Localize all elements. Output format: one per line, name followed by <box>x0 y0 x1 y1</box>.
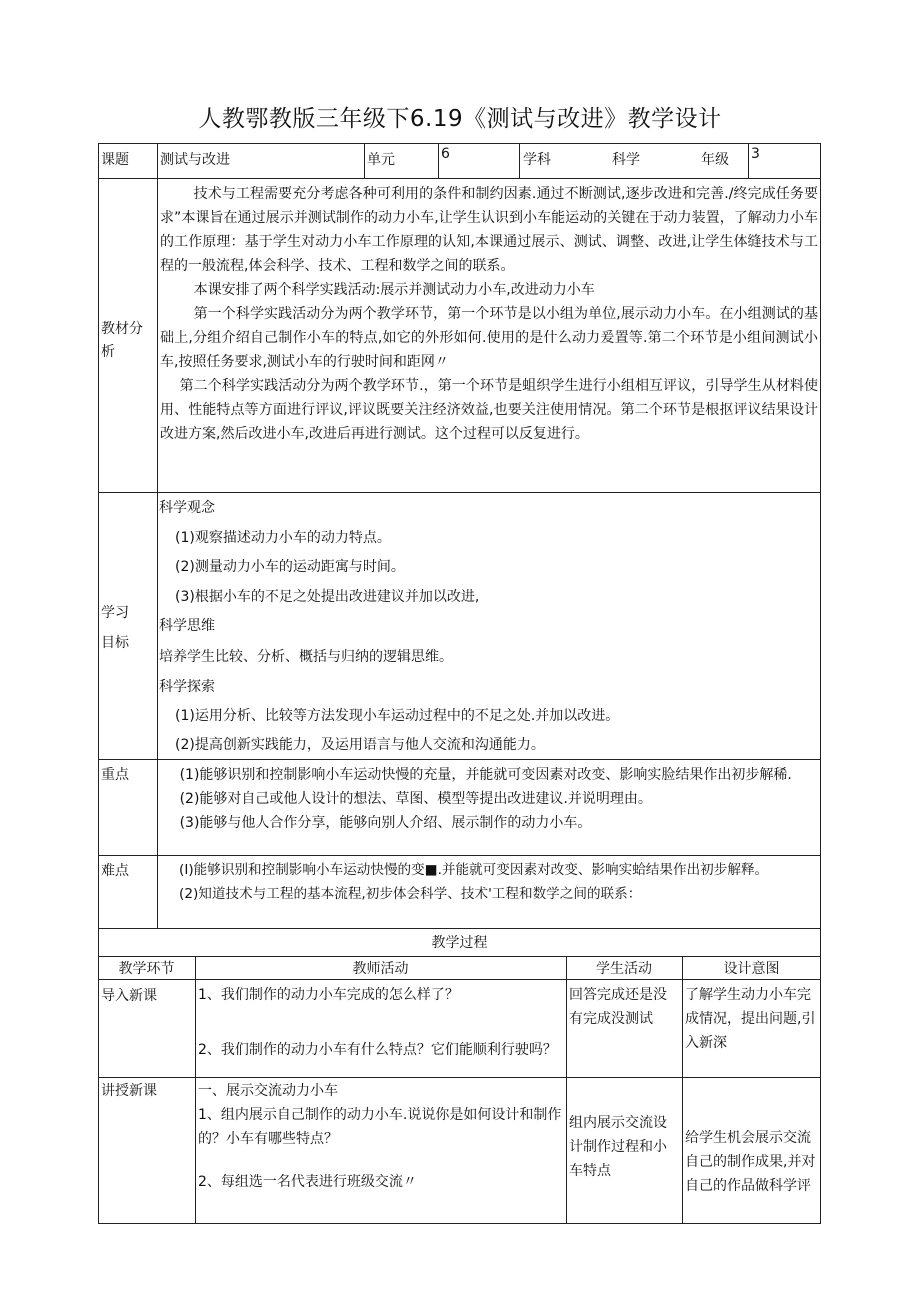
col-divider <box>364 143 365 178</box>
unit-label: 单元 <box>367 152 395 168</box>
objective-item: (2)测量动力小车的运动距寓与时间。 <box>175 559 405 575</box>
objectives-label-line2: 目标 <box>101 635 129 651</box>
objective-item: (3)根据小车的不足之处提出改进建议并加以改进, <box>175 589 480 605</box>
objective-item: (2)提高创新实践能力，及运用语言与他人交流和沟通能力。 <box>175 737 545 753</box>
process-teacher-new <box>198 1079 564 1223</box>
col-divider <box>195 956 196 1224</box>
analysis-paragraph: 第二个科学实践活动分为两个教学环节.，第一个环节是蛆织学生进行小组相互评议，引导学生从材料使用、性能特点等方面进行评议,评议既要关注经济效益,也要关注使用情况。第二个环节是根抠评议结果设计改进方案,然后改进小车,改进后再进行测试。这个过程可以反复进行。 <box>160 378 818 442</box>
col-divider <box>157 143 158 178</box>
row-divider <box>98 759 821 760</box>
objective-item: 培养学生比较、分析、概括与归纳的逻辑思维。 <box>159 649 453 665</box>
process-intent-new: 给学生机会展示交流自己的制作成果,并对自己的作品做科学评 <box>685 1130 816 1194</box>
process-col-intent: 设计意图 <box>723 961 780 977</box>
key-point-item: (2)能够对自己或他人设计的想法、草图、模型等提出改进建议.并说明理由。 <box>179 791 652 807</box>
objective-item: (1)观察描述动力小车的动力特点。 <box>175 530 391 546</box>
difficulty-item: (2)知道技术与工程的基本流程,初步体会科学、技术'工程和数学之间的联系： <box>179 886 642 902</box>
objectives-heading-inquiry: 科学探索 <box>159 679 215 695</box>
grade-value: 3 <box>751 146 760 162</box>
analysis-text <box>160 182 818 446</box>
col-divider <box>748 143 749 178</box>
process-teacher-intro <box>198 983 562 1076</box>
subject-label: 学科 <box>523 152 551 168</box>
analysis-paragraph: 第一个科学实践活动分为两个教学环节，第一个环节是以小组为单位,展示动力小车。在小组测试的基础上,分组介绍自己制作小车的特点,如它的外形如何.使用的是什么动力爰置等.第二个环节是小组间测试小车,按照任务要求,测试小车的行驶时间和距网〃 <box>160 306 818 370</box>
col-divider <box>438 143 439 178</box>
process-stage-new: 讲授新课 <box>101 1083 157 1099</box>
process-col-student: 学生活动 <box>596 961 652 977</box>
analysis-paragraph: 技术与工程需要充分考虑各种可利用的条件和制约因素.通过不断测试,逐步改进和完善./终完成任务要求”本课旨在通过展示并测试制作的动力小车,让学生认识到小车能运动的关键在于动力装置，了解动力小车的工作原理：基于学生对动力小车工作原理的认知,本课通过展示、测试、调整、改进,让学生体缝技术与工程的一般流程,体会科学、技术、工程和数学之间的联系。 <box>160 186 818 274</box>
process-student-intro: 回答完成还是没有完成没测试 <box>569 987 667 1027</box>
row-divider <box>98 855 821 856</box>
objectives-label-line1: 学习 <box>101 605 129 621</box>
objectives-heading-concept: 科学观念 <box>159 500 215 516</box>
process-heading: 教学过程 <box>431 935 488 951</box>
row-divider <box>98 492 821 493</box>
row-divider <box>98 956 821 957</box>
teacher-step: 2、我们制作的动力小车有什么特点？它们能顺利行驶吗？ <box>198 1042 557 1058</box>
teacher-step: 1、我们制作的动力小车完成的怎么样了？ <box>198 987 459 1003</box>
topic-label: 课题 <box>101 152 129 168</box>
difficulty-item: (I)能够识别和控制影响小车运动快慢的变■.并能就可变因素对改变、影响实蛤结果作出初步解释。 <box>179 862 769 878</box>
key-points-label: 重点 <box>101 767 129 783</box>
row-divider <box>98 178 821 179</box>
col-divider <box>157 178 158 928</box>
teacher-step: 2、每组选一名代表进行班级交流〃 <box>198 1174 417 1190</box>
teacher-step: 一、展示交流动力小车 <box>198 1083 338 1099</box>
difficulties-label: 难点 <box>101 863 129 879</box>
process-stage-intro: 导入新课 <box>101 988 157 1004</box>
process-col-teacher: 教师活动 <box>352 961 409 977</box>
analysis-paragraph: 本课安排了两个科学实践活动:展示并测试动力小车,改进动力小车 <box>193 282 595 298</box>
col-divider <box>566 956 567 1224</box>
topic-value: 测试与改进 <box>160 152 230 168</box>
unit-value: 6 <box>441 146 450 162</box>
row-divider <box>98 1077 821 1078</box>
process-student-new: 组内展示交流设计制作过程和小车特点 <box>569 1115 667 1179</box>
key-points-text <box>160 763 818 835</box>
row-divider <box>98 928 821 929</box>
col-divider <box>519 143 520 178</box>
grade-label: 年级 <box>701 152 729 168</box>
row-divider <box>98 979 821 980</box>
analysis-label-line2: 析 <box>101 344 115 360</box>
process-intent-intro: 了解学生动力小车完成情况，提出问题,引入新深 <box>685 987 816 1051</box>
process-col-stage: 教学环节 <box>118 961 175 977</box>
document-title: 人教鄂教版三年级下6.19《测试与改进》教学设计 <box>198 106 722 132</box>
objective-item: (1)运用分析、比较等方法发现小车运动过程中的不足之处.并加以改进。 <box>175 708 620 724</box>
difficulties-text <box>160 858 822 906</box>
key-point-item: (3)能够与他人合作分享，能够向别人介绍、展示制作的动力小车。 <box>179 815 592 831</box>
col-divider <box>682 956 683 1224</box>
key-point-item: (1)能够识别和控制影响小车运动快慢的充量，并能就可变因素对改变、影响实脸结果作出初步解稀. <box>179 767 792 783</box>
analysis-label-line1: 教材分 <box>101 321 143 337</box>
teacher-step: 1、组内展示自己制作的动力小车.说说你是如何设计和制作的？小车有哪些特点？ <box>198 1107 562 1147</box>
subject-value: 科学 <box>612 152 640 168</box>
objectives-heading-thinking: 科学思维 <box>159 618 215 634</box>
